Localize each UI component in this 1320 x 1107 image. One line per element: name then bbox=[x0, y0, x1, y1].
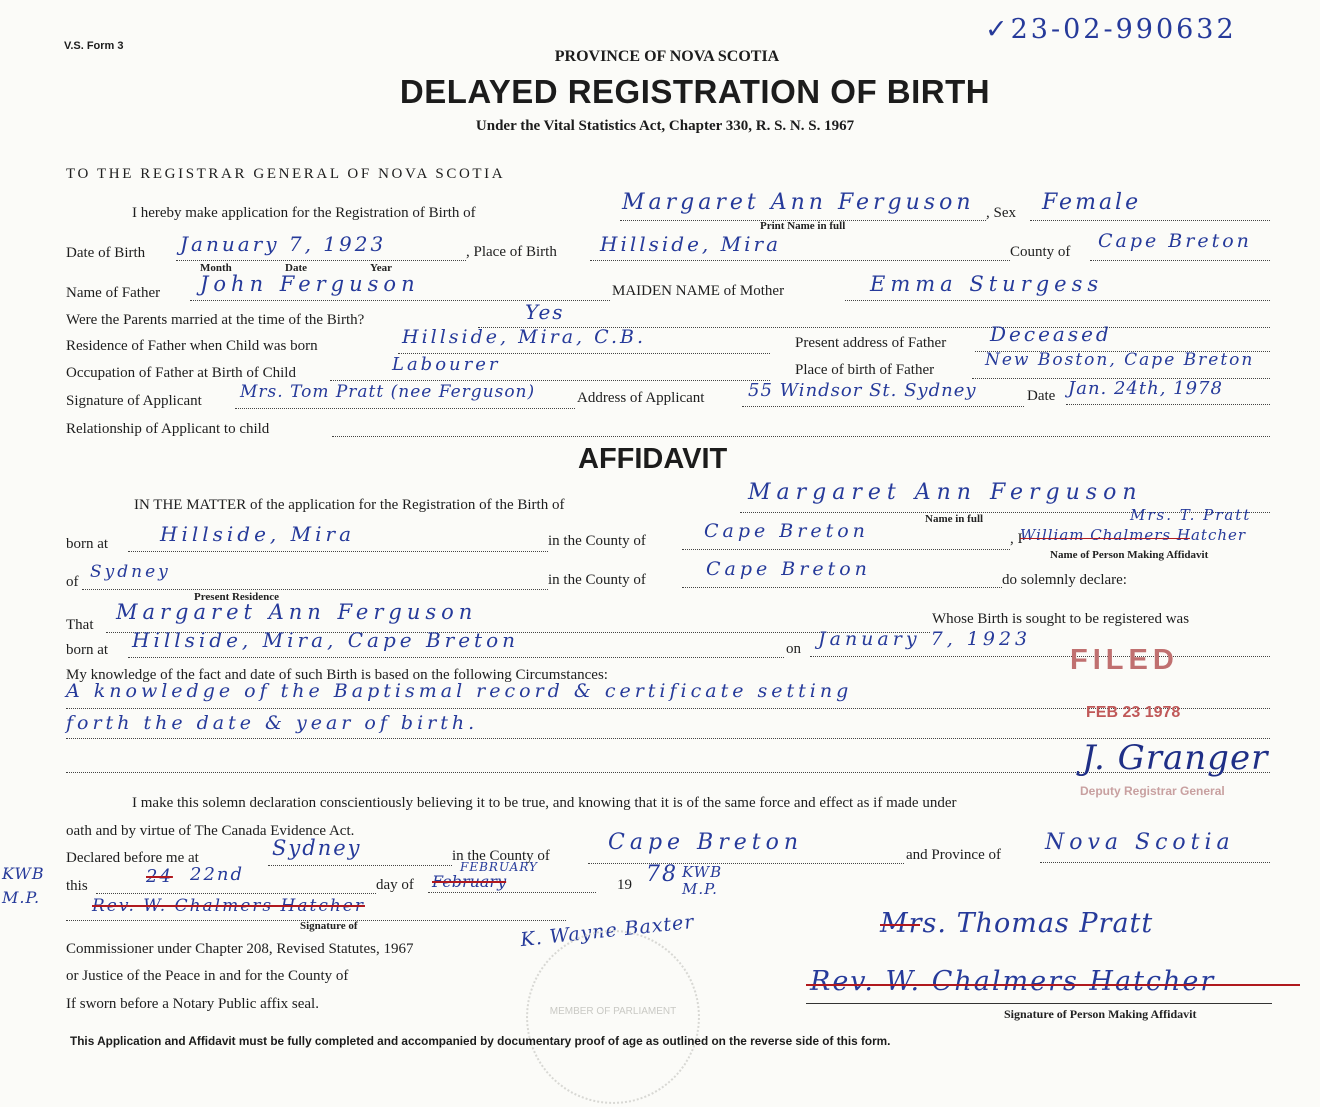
deponent-struck-signature: Rev. W. Chalmers Hatcher bbox=[810, 966, 1216, 997]
justice-label: or Justice of the Peace in and for the County of bbox=[66, 968, 349, 984]
registrar-stamp-text: Deputy Registrar General bbox=[1080, 784, 1225, 798]
filed-date-stamp: FEB 23 1978 bbox=[1086, 704, 1181, 721]
affidavit-title: AFFIDAVIT bbox=[578, 443, 728, 475]
registration-number: ✓23-02-990632 bbox=[985, 14, 1237, 45]
deponent-sig-rule bbox=[806, 1003, 1272, 1004]
solemn-text-2: oath and by virtue of The Canada Evidence Act. bbox=[66, 823, 355, 839]
occupation-label: Occupation of Father at Birth of Child bbox=[66, 365, 296, 381]
father-birthplace-field: New Boston, Cape Breton bbox=[985, 350, 1255, 370]
relationship-label: Relationship of Applicant to child bbox=[66, 421, 270, 437]
month-struck-field: February bbox=[432, 872, 507, 891]
form-subtitle: Under the Vital Statistics Act, Chapter 330, R. S. N. S. 1967 bbox=[475, 118, 855, 134]
solemn-text-1: I make this solemn declaration conscientiously believing it to be true, and knowing that it is of the same force and effect as if made under bbox=[132, 795, 957, 811]
present-address-field: Deceased bbox=[990, 322, 1112, 346]
day-field: 22nd bbox=[190, 864, 245, 885]
declared-province-field: Nova Scotia bbox=[1045, 830, 1235, 855]
sex-field: Female bbox=[1042, 190, 1142, 215]
whose-label: Whose Birth is sought to be registered was bbox=[932, 611, 1190, 627]
form-title: DELAYED REGISTRATION OF BIRTH bbox=[399, 73, 991, 110]
notary-label: If sworn before a Notary Public affix seal. bbox=[66, 996, 319, 1012]
date-label: Date bbox=[1027, 388, 1056, 404]
residence-field: Sydney bbox=[90, 562, 171, 582]
born-at-line bbox=[128, 551, 548, 552]
deponent-sig-strike bbox=[880, 924, 920, 926]
year-caption: Year bbox=[370, 262, 392, 274]
sex-line bbox=[1030, 220, 1270, 221]
married-field: Yes bbox=[525, 300, 565, 324]
year-prefix-label: 19 bbox=[617, 877, 632, 893]
month-field: FEBRUARY bbox=[460, 860, 538, 874]
occupation-field: Labourer bbox=[392, 354, 501, 375]
date-caption: Date bbox=[285, 262, 307, 274]
applicant-address-field: 55 Windsor St. Sydney bbox=[748, 380, 977, 401]
county-label: County of bbox=[1010, 244, 1071, 260]
relationship-line bbox=[332, 436, 1270, 437]
county-field: Cape Breton bbox=[1098, 230, 1252, 252]
born-at-field: Hillside, Mira bbox=[160, 522, 356, 546]
commissioner-signature: K. Wayne Baxter bbox=[519, 910, 696, 952]
born-date-field: January 7, 1923 bbox=[818, 628, 1032, 650]
place-of-birth-label: , Place of Birth bbox=[466, 244, 557, 260]
residence-line bbox=[82, 589, 548, 590]
month-line bbox=[428, 892, 596, 893]
knowledge-label: My knowledge of the fact and date of such Birth is based on the following Circumstances: bbox=[66, 667, 608, 683]
born-date-line bbox=[810, 656, 1270, 657]
on-label: on bbox=[786, 641, 801, 657]
present-address-label: Present address of Father bbox=[795, 335, 947, 351]
born-place-line bbox=[128, 657, 784, 658]
deponent-strike-line bbox=[1020, 538, 1190, 539]
affidavit-county2-line bbox=[682, 587, 1002, 588]
filed-stamp: FILED bbox=[1070, 644, 1179, 676]
of-label: of bbox=[66, 574, 79, 590]
matter-label: IN THE MATTER of the application for the Registration of the Birth of bbox=[134, 497, 565, 513]
declared-place-line bbox=[268, 865, 452, 866]
commissioner-struck-field: Rev. W. Chalmers Hatcher bbox=[92, 896, 365, 916]
applicant-sig-field: Mrs. Tom Pratt (nee Ferguson) bbox=[240, 382, 536, 402]
date-line bbox=[1066, 404, 1270, 405]
form-number: V.S. Form 3 bbox=[64, 40, 124, 52]
affidavit-county2-label: in the County of bbox=[548, 572, 646, 588]
circumstances-field-2: forth the date & year of birth. bbox=[66, 712, 479, 734]
matter-name-field: Margaret Ann Ferguson bbox=[748, 480, 1143, 505]
place-of-birth-line bbox=[590, 260, 1010, 261]
born-place-field: Hillside, Mira, Cape Breton bbox=[132, 628, 519, 652]
registrar-signature: J. Granger bbox=[1082, 738, 1269, 778]
affidavit-county-line bbox=[682, 549, 1010, 550]
notary-seal bbox=[526, 930, 700, 1104]
i-label: , I bbox=[1010, 531, 1023, 547]
affidavit-county-label: in the County of bbox=[548, 533, 646, 549]
day-of-label: day of bbox=[376, 877, 414, 893]
occupation-line bbox=[330, 380, 770, 381]
declared-county-line bbox=[588, 863, 904, 864]
born-at-label-2: born at bbox=[66, 642, 109, 658]
father-field: John Ferguson bbox=[200, 272, 420, 296]
child-name-field: Margaret Ann Ferguson bbox=[622, 190, 975, 215]
dob-line bbox=[176, 260, 466, 261]
deponent-struck-line bbox=[806, 984, 1300, 986]
name-in-full-caption: Name in full bbox=[925, 513, 984, 525]
commissioner-label: Commissioner under Chapter 208, Revised Statutes, 1967 bbox=[66, 941, 414, 957]
declared-county-field: Cape Breton bbox=[608, 830, 804, 855]
declared-province-label: and Province of bbox=[906, 847, 1001, 863]
father-label: Name of Father bbox=[66, 285, 161, 301]
married-label: Were the Parents married at the time of the Birth? bbox=[66, 312, 365, 328]
father-residence-field: Hillside, Mira, C.B. bbox=[402, 326, 647, 348]
province-heading: PROVINCE OF NOVA SCOTIA bbox=[554, 48, 780, 65]
declare-label: do solemnly declare: bbox=[1002, 572, 1127, 588]
notary-seal-text: MEMBER OF PARLIAMENT bbox=[549, 1006, 677, 1017]
declared-label: Declared before me at bbox=[66, 850, 199, 866]
margin-initials: KWB M.P. bbox=[2, 864, 45, 907]
that-name-field: Margaret Ann Ferguson bbox=[116, 600, 478, 624]
signature-of-caption: Signature of bbox=[300, 920, 358, 932]
declared-province-line bbox=[1040, 862, 1270, 863]
applicant-sig-label: Signature of Applicant bbox=[66, 393, 202, 409]
that-label: That bbox=[66, 617, 94, 633]
deponent-signature: Mrs. Thomas Pratt bbox=[880, 908, 1154, 939]
county-line bbox=[1090, 260, 1270, 261]
year-suffix-field: 78 bbox=[646, 862, 678, 887]
applicant-address-label: Address of Applicant bbox=[577, 390, 705, 406]
this-label: this bbox=[66, 878, 88, 894]
print-name-caption: Print Name in full bbox=[760, 220, 846, 232]
mother-label: MAIDEN NAME of Mother bbox=[612, 283, 785, 299]
father-residence-label: Residence of Father when Child was born bbox=[66, 338, 318, 354]
declared-place-field: Sydney bbox=[272, 836, 362, 860]
circumstances-field-1: A knowledge of the Baptismal record & certificate setting bbox=[66, 680, 853, 702]
residence-caption: Present Residence bbox=[194, 591, 280, 603]
father-birthplace-label: Place of birth of Father bbox=[795, 362, 935, 378]
affidavit-county2-field: Cape Breton bbox=[706, 558, 871, 580]
footer-note: This Application and Affidavit must be fully completed and accompanied by documentary proof of age as outlined on the reverse side of this form. bbox=[70, 1034, 891, 1048]
applicant-address-line bbox=[742, 406, 1024, 407]
mother-line bbox=[845, 300, 1270, 301]
born-at-label: born at bbox=[66, 536, 109, 552]
deponent-sig-caption: Signature of Person Making Affidavit bbox=[1004, 1007, 1197, 1021]
salutation: TO THE REGISTRAR GENERAL OF NOVA SCOTIA bbox=[66, 166, 506, 182]
sex-label: , Sex bbox=[986, 205, 1016, 221]
place-of-birth-field: Hillside, Mira bbox=[600, 232, 782, 256]
day-line bbox=[96, 893, 376, 894]
dob-label: Date of Birth bbox=[66, 245, 146, 261]
declaration-initials: KWB M.P. bbox=[682, 863, 723, 898]
deponent-caption: Name of Person Making Affidavit bbox=[1050, 549, 1209, 561]
deponent-struck-field: William Chalmers Hatcher bbox=[1020, 526, 1247, 544]
deponent-field: Mrs. T. Pratt bbox=[1130, 506, 1252, 524]
declared-county-label: in the County of bbox=[452, 848, 550, 864]
dob-field: January 7, 1923 bbox=[180, 232, 387, 256]
day-struck-field: 24 bbox=[146, 866, 173, 887]
affidavit-county-field: Cape Breton bbox=[704, 520, 869, 542]
applicant-sig-line bbox=[235, 408, 575, 409]
month-caption: Month bbox=[200, 262, 232, 274]
date-field: Jan. 24th, 1978 bbox=[1068, 378, 1223, 399]
mother-field: Emma Sturgess bbox=[870, 272, 1104, 296]
intro-label: I hereby make application for the Registration of Birth of bbox=[132, 205, 476, 221]
